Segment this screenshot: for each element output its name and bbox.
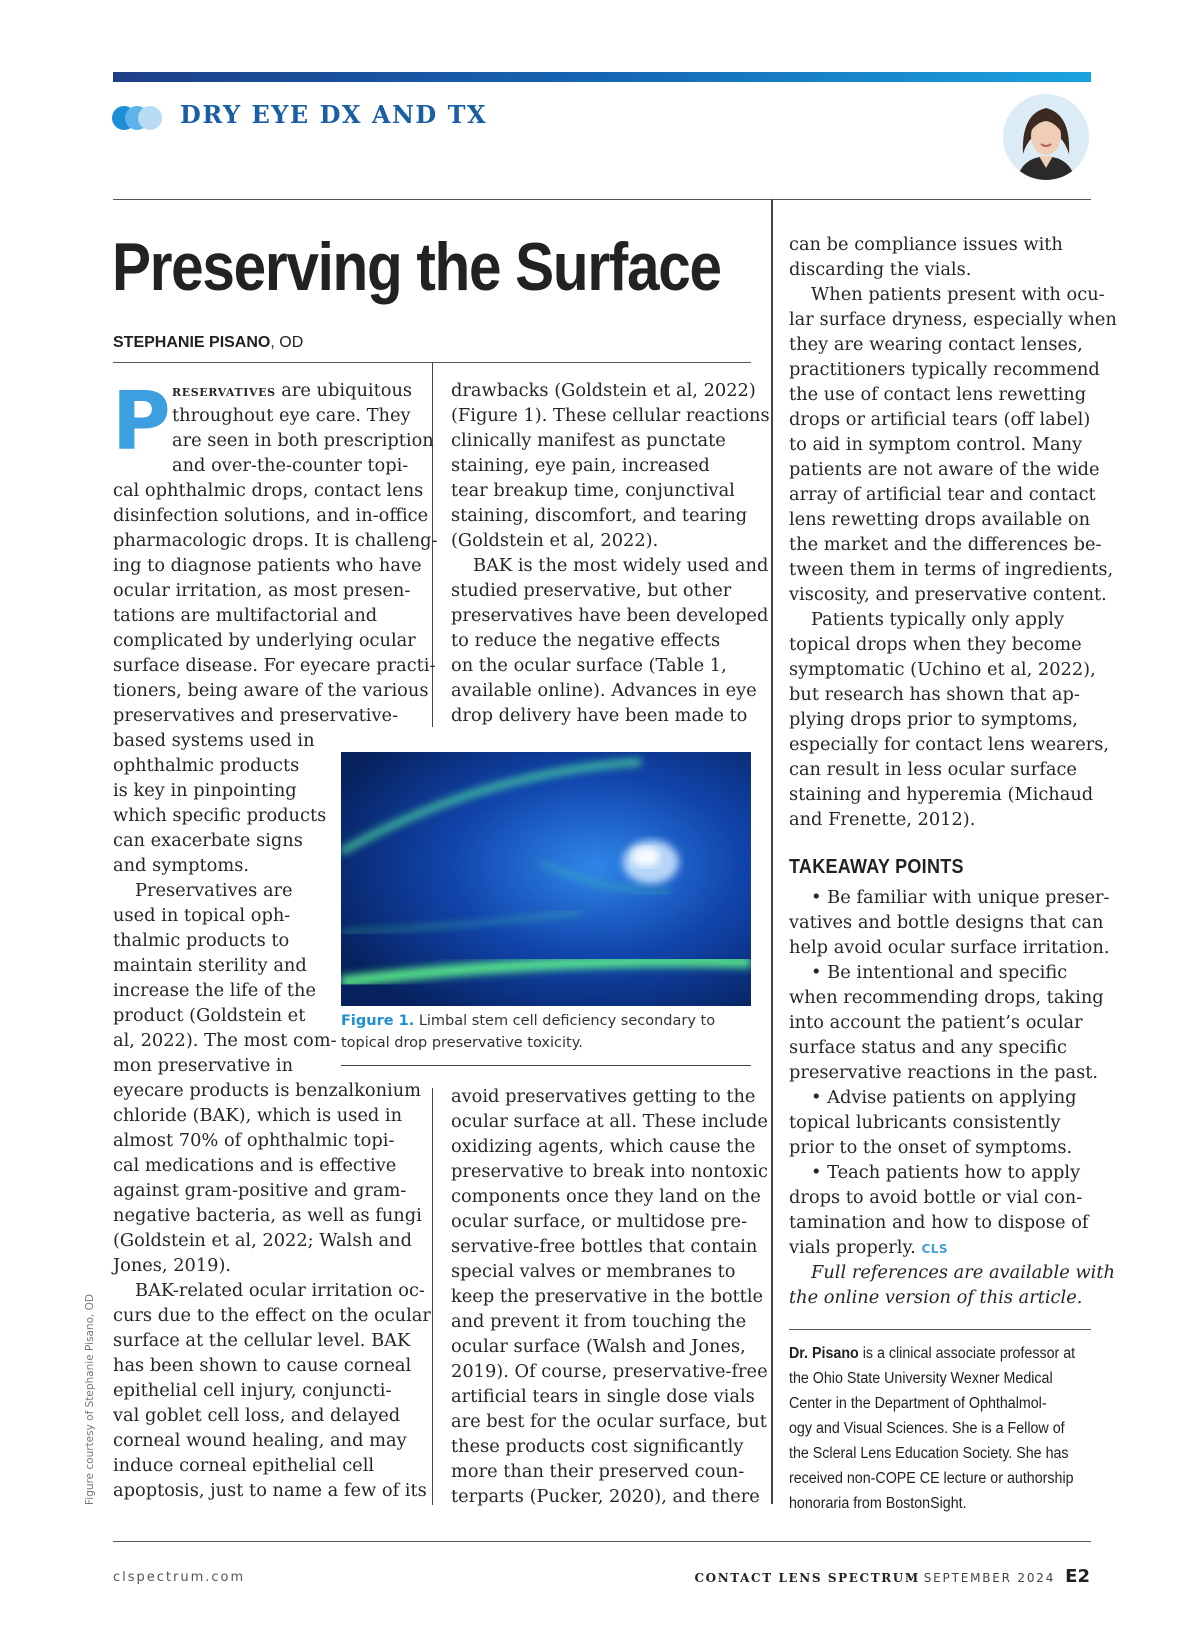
takeaway-text: help avoid ocular surface irritation.: [789, 937, 1110, 958]
bio-line: [789, 1391, 1047, 1416]
footer-date: SEPTEMBER 2024: [923, 1571, 1056, 1585]
body-line: surface disease. For eyecare practi-: [113, 655, 436, 676]
body-line: BAK is the most widely used and: [473, 555, 769, 576]
caption-line: topical drop preservative toxicity.: [341, 1035, 583, 1051]
body-line: used in topical oph-: [113, 905, 291, 926]
takeaway-text: • Be intentional and specific: [811, 962, 1068, 983]
bio-rule: [789, 1329, 1091, 1330]
body-line: and symptoms.: [113, 855, 249, 876]
body-line: terparts (Pucker, 2020), and there: [451, 1486, 760, 1507]
figure-credit: Figure courtesy of Stephanie Pisano, OD: [84, 1293, 96, 1505]
header-color-bar: [113, 72, 1091, 82]
body-line: can result in less ocular surface: [789, 759, 1077, 780]
takeaway-text: vatives and bottle designs that can: [789, 912, 1104, 933]
bio-line: [789, 1341, 1075, 1366]
takeaway-text: when recommending drops, taking: [789, 987, 1104, 1008]
body-line: product (Goldstein et: [113, 1005, 306, 1026]
body-line: but research has shown that ap-: [789, 684, 1080, 705]
takeaway-text: drops to avoid bottle or vial con-: [789, 1187, 1083, 1208]
author-avatar: [1003, 94, 1089, 180]
body-line: throughout eye care. They: [172, 405, 411, 426]
bio-line: [789, 1491, 967, 1516]
footer-page-number: E2: [1065, 1566, 1090, 1587]
body-line: curs due to the effect on the ocular: [113, 1305, 431, 1326]
references-note: the online version of this article.: [789, 1287, 1083, 1308]
article-end-mark: CLS: [921, 1242, 949, 1256]
column-divider: [771, 199, 773, 1504]
takeaway-line: [811, 885, 1110, 910]
body-line: ophthalmic products: [113, 755, 300, 776]
body-line: Patients typically only apply: [811, 609, 1065, 630]
body-line: Preservatives are: [135, 880, 293, 901]
bio-line: [789, 1441, 1069, 1466]
body-line: thalmic products to: [113, 930, 290, 951]
body-line: based systems used in: [113, 730, 315, 751]
body-line: complicated by underlying ocular: [113, 630, 416, 651]
body-line: available online). Advances in eye: [451, 680, 757, 701]
body-line: patients are not aware of the wide: [789, 459, 1100, 480]
takeaway-line: [789, 1010, 1083, 1035]
takeaway-text: preservative reactions in the past.: [789, 1062, 1099, 1083]
takeaway-line: [789, 935, 1109, 960]
section-dots-icon: [112, 103, 172, 131]
takeaway-text: into account the patient’s ocular: [789, 1012, 1083, 1033]
body-line: staining and hyperemia (Michaud: [789, 784, 1094, 805]
body-line: servative-free bottles that contain: [451, 1236, 758, 1257]
body-line: and Frenette, 2012).: [789, 809, 976, 830]
takeaway-line: [789, 910, 1104, 935]
takeaway-text: prior to the onset of symptoms.: [789, 1137, 1073, 1158]
body-line: lens rewetting drops available on: [789, 509, 1091, 530]
takeaway-text: topical lubricants consistently: [789, 1112, 1061, 1133]
body-line: induce corneal epithelial cell: [113, 1455, 375, 1476]
body-line: the market and the differences be-: [789, 534, 1102, 555]
body-line: maintain sterility and: [113, 955, 307, 976]
body-line: are best for the ocular surface, but: [451, 1411, 767, 1432]
body-line: epithelial cell injury, conjuncti-: [113, 1380, 392, 1401]
body-line: viscosity, and preservative content.: [789, 584, 1107, 605]
body-line: keep the preservative in the bottle: [451, 1286, 764, 1307]
body-line: these products cost significantly: [451, 1436, 744, 1457]
takeaway-line: [789, 1135, 1072, 1160]
body-line: can exacerbate signs: [113, 830, 303, 851]
body-line: disinfection solutions, and in-office: [113, 505, 429, 526]
takeaway-line: [811, 1085, 1077, 1110]
body-line: against gram-positive and gram-: [113, 1180, 407, 1201]
body-line: chloride (BAK), which is used in: [113, 1105, 403, 1126]
body-line: staining, eye pain, increased: [451, 455, 710, 476]
body-line: drawbacks (Goldstein et al, 2022): [451, 380, 756, 401]
body-line: cal ophthalmic drops, contact lens: [113, 480, 424, 501]
figure-rule: [341, 1065, 751, 1066]
body-line: array of artificial tear and contact: [789, 484, 1096, 505]
body-line: ocular surface, or multidose pre-: [451, 1211, 748, 1232]
column-divider: [432, 1088, 433, 1505]
body-line: are seen in both prescription: [172, 430, 434, 451]
bio-text: received non-COPE CE lecture or authorship: [789, 1470, 1074, 1487]
body-line: (Figure 1). These cellular reactions: [451, 405, 770, 426]
footer-publication-info: [695, 1566, 1091, 1587]
bio-line: [789, 1466, 1074, 1491]
body-line: BAK-related ocular irritation oc-: [135, 1280, 425, 1301]
body-line: Jones, 2019).: [113, 1255, 232, 1276]
body-line: more than their preserved coun-: [451, 1461, 745, 1482]
body-line: preservatives and preservative-: [113, 705, 399, 726]
body-line: When patients present with ocu-: [811, 284, 1105, 305]
body-line: drops or artificial tears (off label): [789, 409, 1091, 430]
footer-website: clspectrum.com: [113, 1570, 246, 1585]
body-line: surface at the cellular level. BAK: [113, 1330, 411, 1351]
body-line: negative bacteria, as well as fungi: [113, 1205, 422, 1226]
body-line: preservatives have been developed: [451, 605, 769, 626]
caption-text: Limbal stem cell deficiency secondary to: [414, 1013, 716, 1029]
figure-1-image: [341, 752, 751, 1006]
takeaway-line: [811, 1160, 1080, 1185]
bio-text: the Ohio State University Wexner Medical: [789, 1370, 1053, 1387]
article-title: Preserving the Surface: [112, 229, 721, 305]
section-label: DRY EYE DX AND TX: [180, 100, 488, 129]
body-line: apoptosis, just to name a few of its: [113, 1480, 427, 1501]
body-line: components once they land on the: [451, 1186, 761, 1207]
bio-line: [789, 1366, 1053, 1391]
takeaway-text: surface status and any specific: [789, 1037, 1067, 1058]
bio-author-name: Dr. Pisano: [789, 1345, 859, 1362]
takeaway-text: vials properly.: [789, 1237, 922, 1258]
body-line: on the ocular surface (Table 1,: [451, 655, 727, 676]
takeaway-heading: TAKEAWAY POINTS: [789, 856, 964, 878]
body-line: special valves or membranes to: [451, 1261, 736, 1282]
body-line: oxidizing agents, which cause the: [451, 1136, 756, 1157]
body-line: and over-the-counter topi-: [172, 455, 409, 476]
body-line: symptomatic (Uchino et al, 2022),: [789, 659, 1096, 680]
body-line: eyecare products is benzalkonium: [113, 1080, 422, 1101]
bio-text: is a clinical associate professor at: [858, 1345, 1076, 1362]
takeaway-text: • Advise patients on applying: [811, 1087, 1077, 1108]
body-line: to aid in symptom control. Many: [789, 434, 1083, 455]
body-line: discarding the vials.: [789, 259, 972, 280]
body-line: and prevent it from touching the: [451, 1311, 747, 1332]
body-line: pharmacologic drops. It is challeng-: [113, 530, 438, 551]
takeaway-text: • Teach patients how to apply: [811, 1162, 1081, 1183]
body-line: increase the life of the: [113, 980, 316, 1001]
body-line: tioners, being aware of the various: [113, 680, 429, 701]
takeaway-line: [789, 1185, 1082, 1210]
bio-text: the Scleral Lens Education Society. She has: [789, 1445, 1069, 1462]
footer-rule: [113, 1541, 1091, 1542]
body-line: avoid preservatives getting to the: [451, 1086, 756, 1107]
takeaway-text: • Be familiar with unique preser-: [811, 887, 1110, 908]
body-line: tween them in terms of ingredients,: [789, 559, 1114, 580]
header-rule: [113, 199, 1091, 200]
body-line: to reduce the negative effects: [451, 630, 721, 651]
author-name: STEPHANIE PISANO: [113, 334, 271, 351]
body-line: preservative to break into nontoxic: [451, 1161, 768, 1182]
takeaway-line: [789, 1110, 1061, 1135]
body-text: are ubiquitous: [275, 380, 413, 401]
body-line: studied preservative, but other: [451, 580, 732, 601]
bio-text: Center in the Department of Ophthalmol-: [789, 1395, 1047, 1412]
body-line: has been shown to cause corneal: [113, 1355, 412, 1376]
body-line: [172, 378, 412, 404]
body-line: tear breakup time, conjunctival: [451, 480, 735, 501]
body-line: val goblet cell loss, and delayed: [113, 1405, 401, 1426]
footer-publication: CONTACT LENS SPECTRUM: [694, 1571, 920, 1585]
lead-small-caps: reservatives: [172, 382, 276, 400]
author-byline: [113, 334, 303, 352]
body-line: plying drops prior to symptoms,: [789, 709, 1078, 730]
body-line: cal medications and is effective: [113, 1155, 397, 1176]
body-line: tations are multifactorial and: [113, 605, 378, 626]
body-line: which specific products: [113, 805, 327, 826]
body-line: can be compliance issues with: [789, 234, 1063, 255]
body-line: lar surface dryness, especially when: [789, 309, 1117, 330]
references-note: Full references are available with: [811, 1262, 1115, 1283]
body-line: topical drops when they become: [789, 634, 1082, 655]
body-line: ing to diagnose patients who have: [113, 555, 422, 576]
body-line: is key in pinpointing: [113, 780, 297, 801]
takeaway-line: [789, 1235, 948, 1262]
body-line: almost 70% of ophthalmic topi-: [113, 1130, 395, 1151]
body-line: 2019). Of course, preservative-free: [451, 1361, 768, 1382]
bio-line: [789, 1416, 1065, 1441]
body-line: staining, discomfort, and tearing: [451, 505, 748, 526]
body-line: the use of contact lens rewetting: [789, 384, 1087, 405]
figure-label: Figure 1.: [341, 1013, 415, 1029]
takeaway-line: [811, 960, 1067, 985]
takeaway-line: [789, 1035, 1067, 1060]
body-line: (Goldstein et al, 2022).: [451, 530, 659, 551]
body-line: (Goldstein et al, 2022; Walsh and: [113, 1230, 412, 1251]
author-credential: , OD: [270, 334, 304, 351]
body-line: ocular irritation, as most presen-: [113, 580, 411, 601]
body-line: al, 2022). The most com-: [113, 1030, 337, 1051]
body-line: they are wearing contact lenses,: [789, 334, 1083, 355]
body-line: ocular surface at all. These include: [451, 1111, 768, 1132]
body-line: drop delivery have been made to: [451, 705, 748, 726]
body-line: clinically manifest as punctate: [451, 430, 726, 451]
caption-line: [341, 1011, 715, 1032]
takeaway-line: [789, 985, 1104, 1010]
body-line: practitioners typically recommend: [789, 359, 1100, 380]
drop-cap: P: [112, 375, 171, 468]
body-line: artificial tears in single dose vials: [451, 1386, 755, 1407]
takeaway-text: tamination and how to dispose of: [789, 1212, 1089, 1233]
bio-text: ogy and Visual Sciences. She is a Fellow of: [789, 1420, 1065, 1437]
body-line: especially for contact lens wearers,: [789, 734, 1110, 755]
body-line: corneal wound healing, and may: [113, 1430, 407, 1451]
body-line: ocular surface (Walsh and Jones,: [451, 1336, 746, 1357]
takeaway-line: [789, 1060, 1098, 1085]
bio-text: honoraria from BostonSight.: [789, 1495, 967, 1512]
takeaway-line: [789, 1210, 1088, 1235]
body-line: mon preservative in: [113, 1055, 294, 1076]
